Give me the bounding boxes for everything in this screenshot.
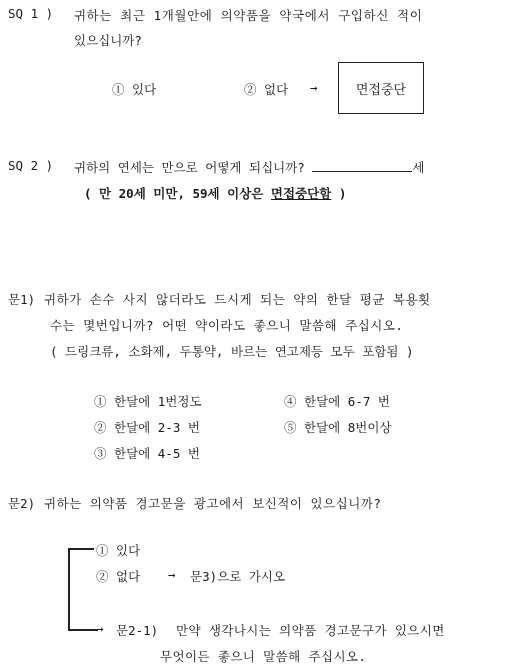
branch-line-vertical bbox=[68, 548, 70, 630]
q1-question-line1: 귀하가 손수 사지 않더라도 드시게 되는 약의 한달 평균 복용횟 bbox=[44, 292, 431, 307]
q1-question-line3: ( 드링크류, 소화제, 두통약, 바르는 연고제등 모두 포함됨 ) bbox=[50, 344, 414, 359]
sq2-note-suffix: ) bbox=[331, 186, 347, 201]
sq1-question-line1: 귀하는 최근 1개월안에 의약품을 약국에서 구입하신 적이 bbox=[74, 8, 423, 23]
q1-number: 문1) bbox=[8, 292, 36, 307]
sq2-note-prefix: ( 만 20세 미만, 59세 이상은 bbox=[84, 186, 271, 201]
q2-number: 문2) bbox=[8, 496, 36, 511]
sq2-number: SQ 2 ) bbox=[8, 158, 54, 173]
q1-option-5: ⑤ 한달에 8번이상 bbox=[284, 420, 392, 435]
sq2-note bbox=[84, 184, 346, 202]
sq2-question-text: 귀하의 연세는 만으로 어떻게 되십니까? bbox=[74, 160, 305, 175]
sq1-option-no: ② 없다 bbox=[244, 82, 289, 97]
q2-sub-question-line1: 만약 생각나시는 의약품 경고문구가 있으시면 bbox=[176, 623, 445, 638]
q2-option-yes: ① 있다 bbox=[96, 543, 141, 558]
q2-option-no: ② 없다 bbox=[96, 569, 141, 584]
q2-sub-question-line2: 무엇이든 좋으니 말씀해 주십시오. bbox=[160, 649, 367, 664]
branch-line-top bbox=[68, 548, 94, 550]
q1-option-2: ② 한달에 2-3 번 bbox=[94, 420, 200, 435]
sq1-question-line2: 있으십니까? bbox=[74, 33, 142, 48]
q1-option-4: ④ 한달에 6-7 번 bbox=[284, 394, 390, 409]
q2-sub-number: 문2-1) bbox=[116, 623, 159, 638]
q1-option-1: ① 한달에 1번정도 bbox=[94, 394, 202, 409]
sq2-question bbox=[74, 158, 424, 176]
sq1-arrow: → bbox=[310, 80, 318, 95]
branch-line-bottom bbox=[68, 629, 98, 631]
q2-option-no-arrow: → bbox=[168, 567, 176, 582]
q1-option-3: ③ 한달에 4-5 번 bbox=[94, 446, 200, 461]
sq1-number: SQ 1 ) bbox=[8, 6, 54, 21]
interview-stop-label: 면접중단 bbox=[355, 82, 407, 98]
interview-stop-box bbox=[338, 62, 424, 114]
q2-question: 귀하는 의약품 경고문을 광고에서 보신적이 있으십니까? bbox=[44, 496, 382, 511]
q2-sub-arrow: → bbox=[96, 621, 104, 636]
q1-question-line2: 수는 몇번입니까? 어떤 약이라도 좋으니 말씀해 주십시오. bbox=[50, 318, 404, 333]
q2-option-no-goto: 문3)으로 가시오 bbox=[190, 569, 286, 584]
age-unit: 세 bbox=[412, 160, 425, 175]
sq1-option-yes: ① 있다 bbox=[112, 82, 157, 97]
sq2-note-underlined: 면접중단함 bbox=[270, 186, 332, 201]
age-answer-blank[interactable] bbox=[312, 159, 412, 172]
